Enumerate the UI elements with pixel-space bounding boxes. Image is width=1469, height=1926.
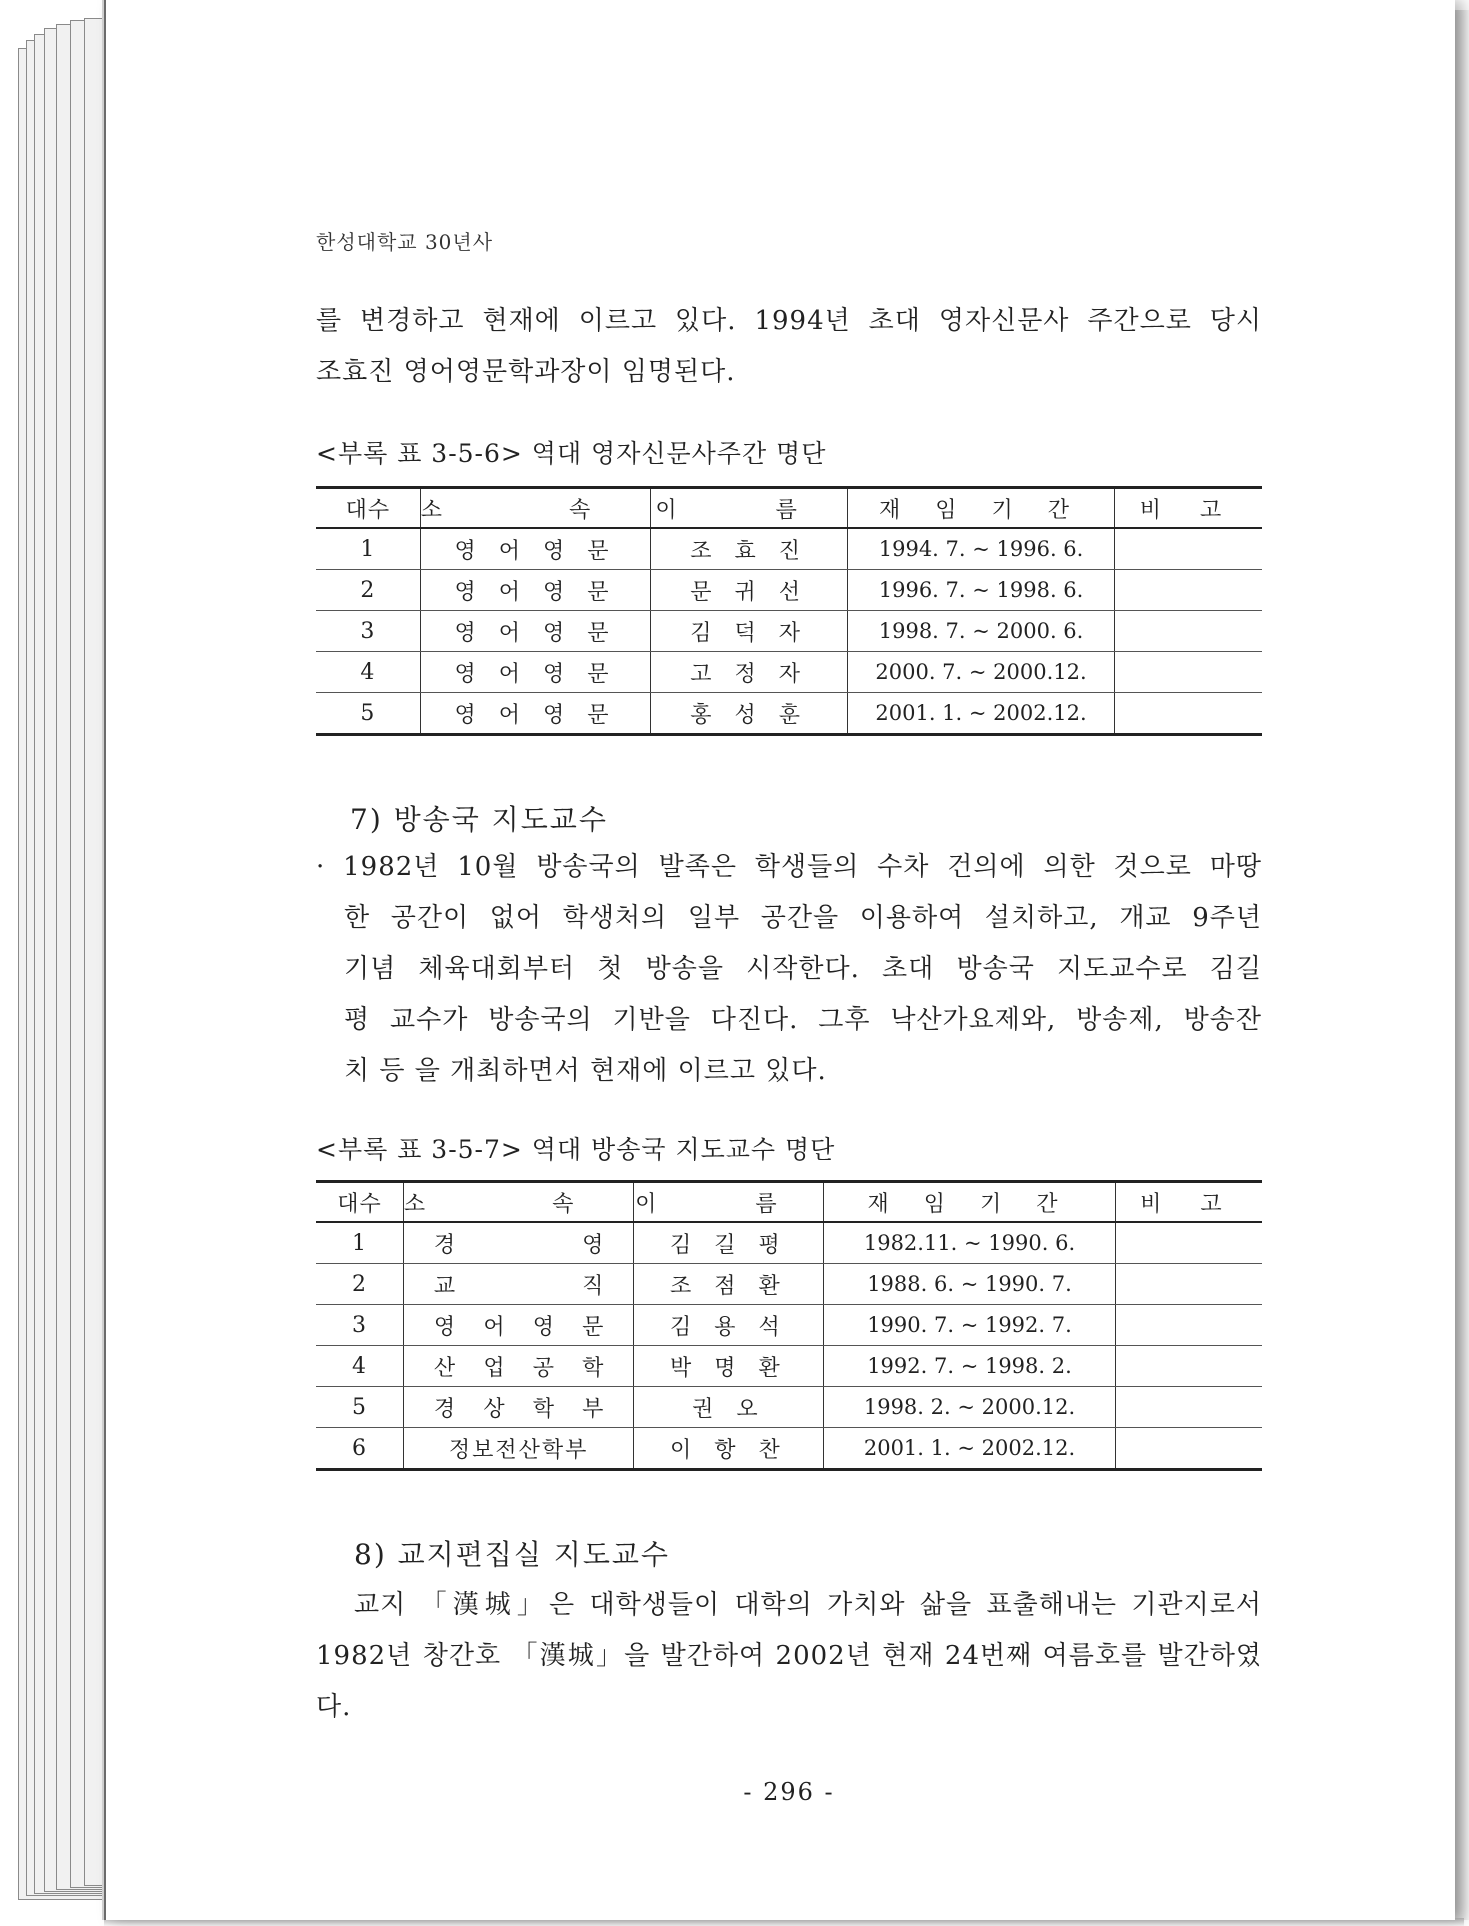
cell-no: 6	[316, 1428, 403, 1470]
cell-name: 조 점 환	[634, 1264, 824, 1305]
table-row	[316, 528, 1262, 570]
cell-no: 5	[316, 693, 420, 735]
cell-no: 3	[316, 611, 420, 652]
cell-note	[1114, 693, 1262, 735]
cell-dept: 영 어 영 문	[403, 1305, 634, 1346]
col-header-note: 비 고	[1115, 1182, 1262, 1223]
col-header-note: 비 고	[1114, 488, 1262, 529]
table-row	[316, 1222, 1262, 1264]
cell-period: 2001. 1. ~ 2002.12.	[848, 693, 1115, 735]
table2-caption: <부록 표 3-5-7> 역대 방송국 지도교수 명단	[316, 1135, 836, 1164]
cell-period: 2000. 7. ~ 2000.12.	[848, 652, 1115, 693]
table2-broadcast-advisors-roster	[316, 1180, 1262, 1471]
page-shadow-right	[1453, 10, 1469, 1920]
cell-dept: 교 직	[403, 1264, 634, 1305]
cell-name: 김 길 평	[634, 1222, 824, 1264]
cell-no: 1	[316, 528, 420, 570]
book-page-edges	[18, 18, 108, 1908]
section7-title: 7) 방송국 지도교수	[350, 803, 608, 836]
section7-line: 기념 체육대회부터 첫 방송을 시작한다. 초대 방송국 지도교수로 김길	[344, 954, 1262, 984]
cell-period: 1998. 2. ~ 2000.12.	[824, 1387, 1115, 1428]
section7-line: 평 교수가 방송국의 기반을 다진다. 그후 낙산가요제와, 방송제, 방송잔	[344, 1005, 1262, 1035]
cell-name: 고 정 자	[651, 652, 848, 693]
cell-no: 5	[316, 1387, 403, 1428]
table-row	[316, 570, 1262, 611]
cell-dept: 경 영	[403, 1222, 634, 1264]
cell-name: 홍 성 훈	[651, 693, 848, 735]
cell-note	[1115, 1346, 1262, 1387]
cell-dept: 영 어 영 문	[420, 570, 651, 611]
cell-period: 2001. 1. ~ 2002.12.	[824, 1428, 1115, 1470]
cell-name: 문 귀 선	[651, 570, 848, 611]
cell-no: 2	[316, 1264, 403, 1305]
running-head: 한성대학교 30년사	[316, 230, 494, 254]
table-row	[316, 693, 1262, 735]
cell-note	[1114, 528, 1262, 570]
cell-no: 1	[316, 1222, 403, 1264]
cell-no: 4	[316, 652, 420, 693]
cell-dept: 산 업 공 학	[403, 1346, 634, 1387]
table1-editors-roster	[316, 486, 1262, 736]
section7-line: · 1982년 10월 방송국의 발족은 학생들의 수차 건의에 의한 것으로 마땅	[316, 852, 1262, 882]
cell-name: 김 용 석	[634, 1305, 824, 1346]
cell-period: 1992. 7. ~ 1998. 2.	[824, 1346, 1115, 1387]
cell-note	[1114, 652, 1262, 693]
col-header-dept: 소 속	[403, 1182, 634, 1223]
section7-line: 치 등 을 개최하면서 현재에 이르고 있다.	[344, 1056, 827, 1086]
table-row	[316, 611, 1262, 652]
cell-period: 1982.11. ~ 1990. 6.	[824, 1222, 1115, 1264]
section7-paragraph	[316, 842, 1262, 1097]
cell-period: 1988. 6. ~ 1990. 7.	[824, 1264, 1115, 1305]
cell-no: 4	[316, 1346, 403, 1387]
cell-dept: 영 어 영 문	[420, 652, 651, 693]
cell-period: 1990. 7. ~ 1992. 7.	[824, 1305, 1115, 1346]
table-row	[316, 1428, 1262, 1470]
table-header-row	[316, 488, 1262, 529]
col-header-name: 이 름	[651, 488, 848, 529]
intro-line: 조효진 영어영문학과장이 임명된다.	[316, 357, 736, 387]
cell-note	[1115, 1222, 1262, 1264]
cell-dept: 정보전산학부	[403, 1428, 634, 1470]
section8-line: 1982년 창간호 「漢城」을 발간하여 2002년 현재 24번째 여름호를 발간하였	[316, 1641, 1262, 1671]
cell-note	[1115, 1387, 1262, 1428]
section8-line: 교지 「漢城」은 대학생들이 대학의 가치와 삶을 표출해내는 기관지로서	[354, 1590, 1262, 1620]
cell-no: 3	[316, 1305, 403, 1346]
cell-period: 1998. 7. ~ 2000. 6.	[848, 611, 1115, 652]
cell-period: 1996. 7. ~ 1998. 6.	[848, 570, 1115, 611]
intro-paragraph	[316, 296, 1262, 398]
cell-note	[1114, 570, 1262, 611]
cell-name: 권 오	[634, 1387, 824, 1428]
cell-note	[1114, 611, 1262, 652]
cell-period: 1994. 7. ~ 1996. 6.	[848, 528, 1115, 570]
col-header-dept: 소 속	[420, 488, 651, 529]
col-header-no: 대수	[316, 1182, 403, 1223]
page-number: - 296 -	[743, 1778, 835, 1806]
cell-note	[1115, 1428, 1262, 1470]
col-header-name: 이 름	[634, 1182, 824, 1223]
cell-dept: 영 어 영 문	[420, 611, 651, 652]
cell-name: 박 명 환	[634, 1346, 824, 1387]
cell-name: 조 효 진	[651, 528, 848, 570]
table-row	[316, 1346, 1262, 1387]
table-header-row	[316, 1182, 1262, 1223]
col-header-no: 대수	[316, 488, 420, 529]
col-header-period: 재 임 기 간	[848, 488, 1115, 529]
cell-dept: 영 어 영 문	[420, 693, 651, 735]
cell-dept: 영 어 영 문	[420, 528, 651, 570]
cell-note	[1115, 1305, 1262, 1346]
table-row	[316, 652, 1262, 693]
cell-no: 2	[316, 570, 420, 611]
section7-line: 한 공간이 없어 학생처의 일부 공간을 이용하여 설치하고, 개교 9주년	[344, 903, 1262, 933]
table1-caption: <부록 표 3-5-6> 역대 영자신문사주간 명단	[316, 439, 827, 468]
cell-name: 김 덕 자	[651, 611, 848, 652]
table-row	[316, 1305, 1262, 1346]
col-header-period: 재 임 기 간	[824, 1182, 1115, 1223]
table-row	[316, 1387, 1262, 1428]
intro-line: 를 변경하고 현재에 이르고 있다. 1994년 초대 영자신문사 주간으로 당시	[316, 306, 1262, 336]
section8-title: 8) 교지편집실 지도교수	[354, 1538, 670, 1571]
cell-note	[1115, 1264, 1262, 1305]
section8-paragraph	[316, 1580, 1262, 1733]
table-row	[316, 1264, 1262, 1305]
cell-dept: 경 상 학 부	[403, 1387, 634, 1428]
section8-line: 다.	[316, 1692, 352, 1722]
cell-name: 이 항 찬	[634, 1428, 824, 1470]
